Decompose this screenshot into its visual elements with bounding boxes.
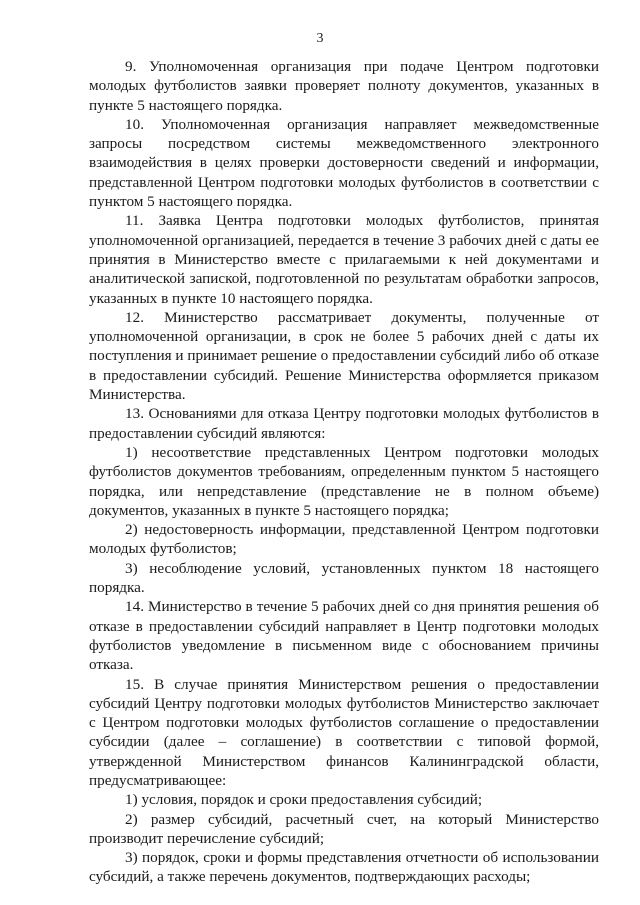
paragraph-13: 13. Основаниями для отказа Центру подготовки молодых футболистов в предоставлении субсидий являются: [89, 405, 599, 442]
paragraph-12: 12. Министерство рассматривает документы, полученные от уполномоченной организации, в срок не более 5 рабочих дней с даты их поступления и принимает решение о предоставлении субсидий либо об отказе в предоставлении субсидий. Решение Министерства оформляется приказом Министерства. [89, 308, 599, 404]
paragraph-15-item-2: 2) размер субсидий, расчетный счет, на который Министерство производит перечисление субсидий; [89, 810, 599, 847]
paragraph-13-item-1: 1) несоответствие представленных Центром подготовки молодых футболистов документов требованиям, определенным пунктом 5 настоящего порядка, или непредставление (представление не в полном объеме) документов, указанных в пункте 5 настоящего порядка; [89, 443, 599, 519]
paragraph-9: 9. Уполномоченная организация при подаче Центром подготовки молодых футболистов заявки проверяет полноту документов, указанных в пункте 5 настоящего порядка. [89, 58, 599, 114]
paragraph-15-item-1: 1) условия, порядок и сроки предоставления субсидий; [125, 791, 483, 809]
paragraph-15-item-3: 3) порядок, сроки и формы представления отчетности об использовании субсидий, а также перечень документов, подтверждающих расходы; [89, 849, 599, 886]
paragraph-14: 14. Министерство в течение 5 рабочих дней со дня принятия решения об отказе в предоставлении субсидий направляет в Центр подготовки молодых футболистов уведомление в письменном виде с обоснованием причины отказа. [89, 598, 599, 674]
paragraph-13-item-2: 2) недостоверность информации, представленной Центром подготовки молодых футболистов; [89, 521, 599, 558]
paragraph-15: 15. В случае принятия Министерством решения о предоставлении субсидий Центру подготовки молодых футболистов Министерство заключает с Центром подготовки молодых футболистов соглашение о предоставлении субсидии (далее – соглашение) в соответствии с типовой формой, утвержденной Министерством финансов Калининградской области, предусматривающее: [89, 675, 599, 789]
paragraph-11: 11. Заявка Центра подготовки молодых футболистов, принятая уполномоченной организацией, передается в течение 3 рабочих дней с даты ее принятия в Министерство вместе с прилагаемыми к ней документами и аналитической запиской, подготовленной по результатам обработки запросов, указанных в пункте 10 настоящего порядка. [89, 212, 599, 307]
paragraph-13-item-3: 3) несоблюдение условий, установленных пунктом 18 настоящего порядка. [89, 559, 599, 597]
paragraph-10: 10. Уполномоченная организация направляет межведомственные запросы посредством системы межведомственного электронного взаимодействия в целях проверки достоверности сведений и информации, представленной Центром подготовки молодых футболистов в соответствии с пунктом 5 настоящего порядка. [89, 115, 599, 211]
page-number: 3 [316, 31, 324, 46]
document-body [89, 57, 599, 887]
